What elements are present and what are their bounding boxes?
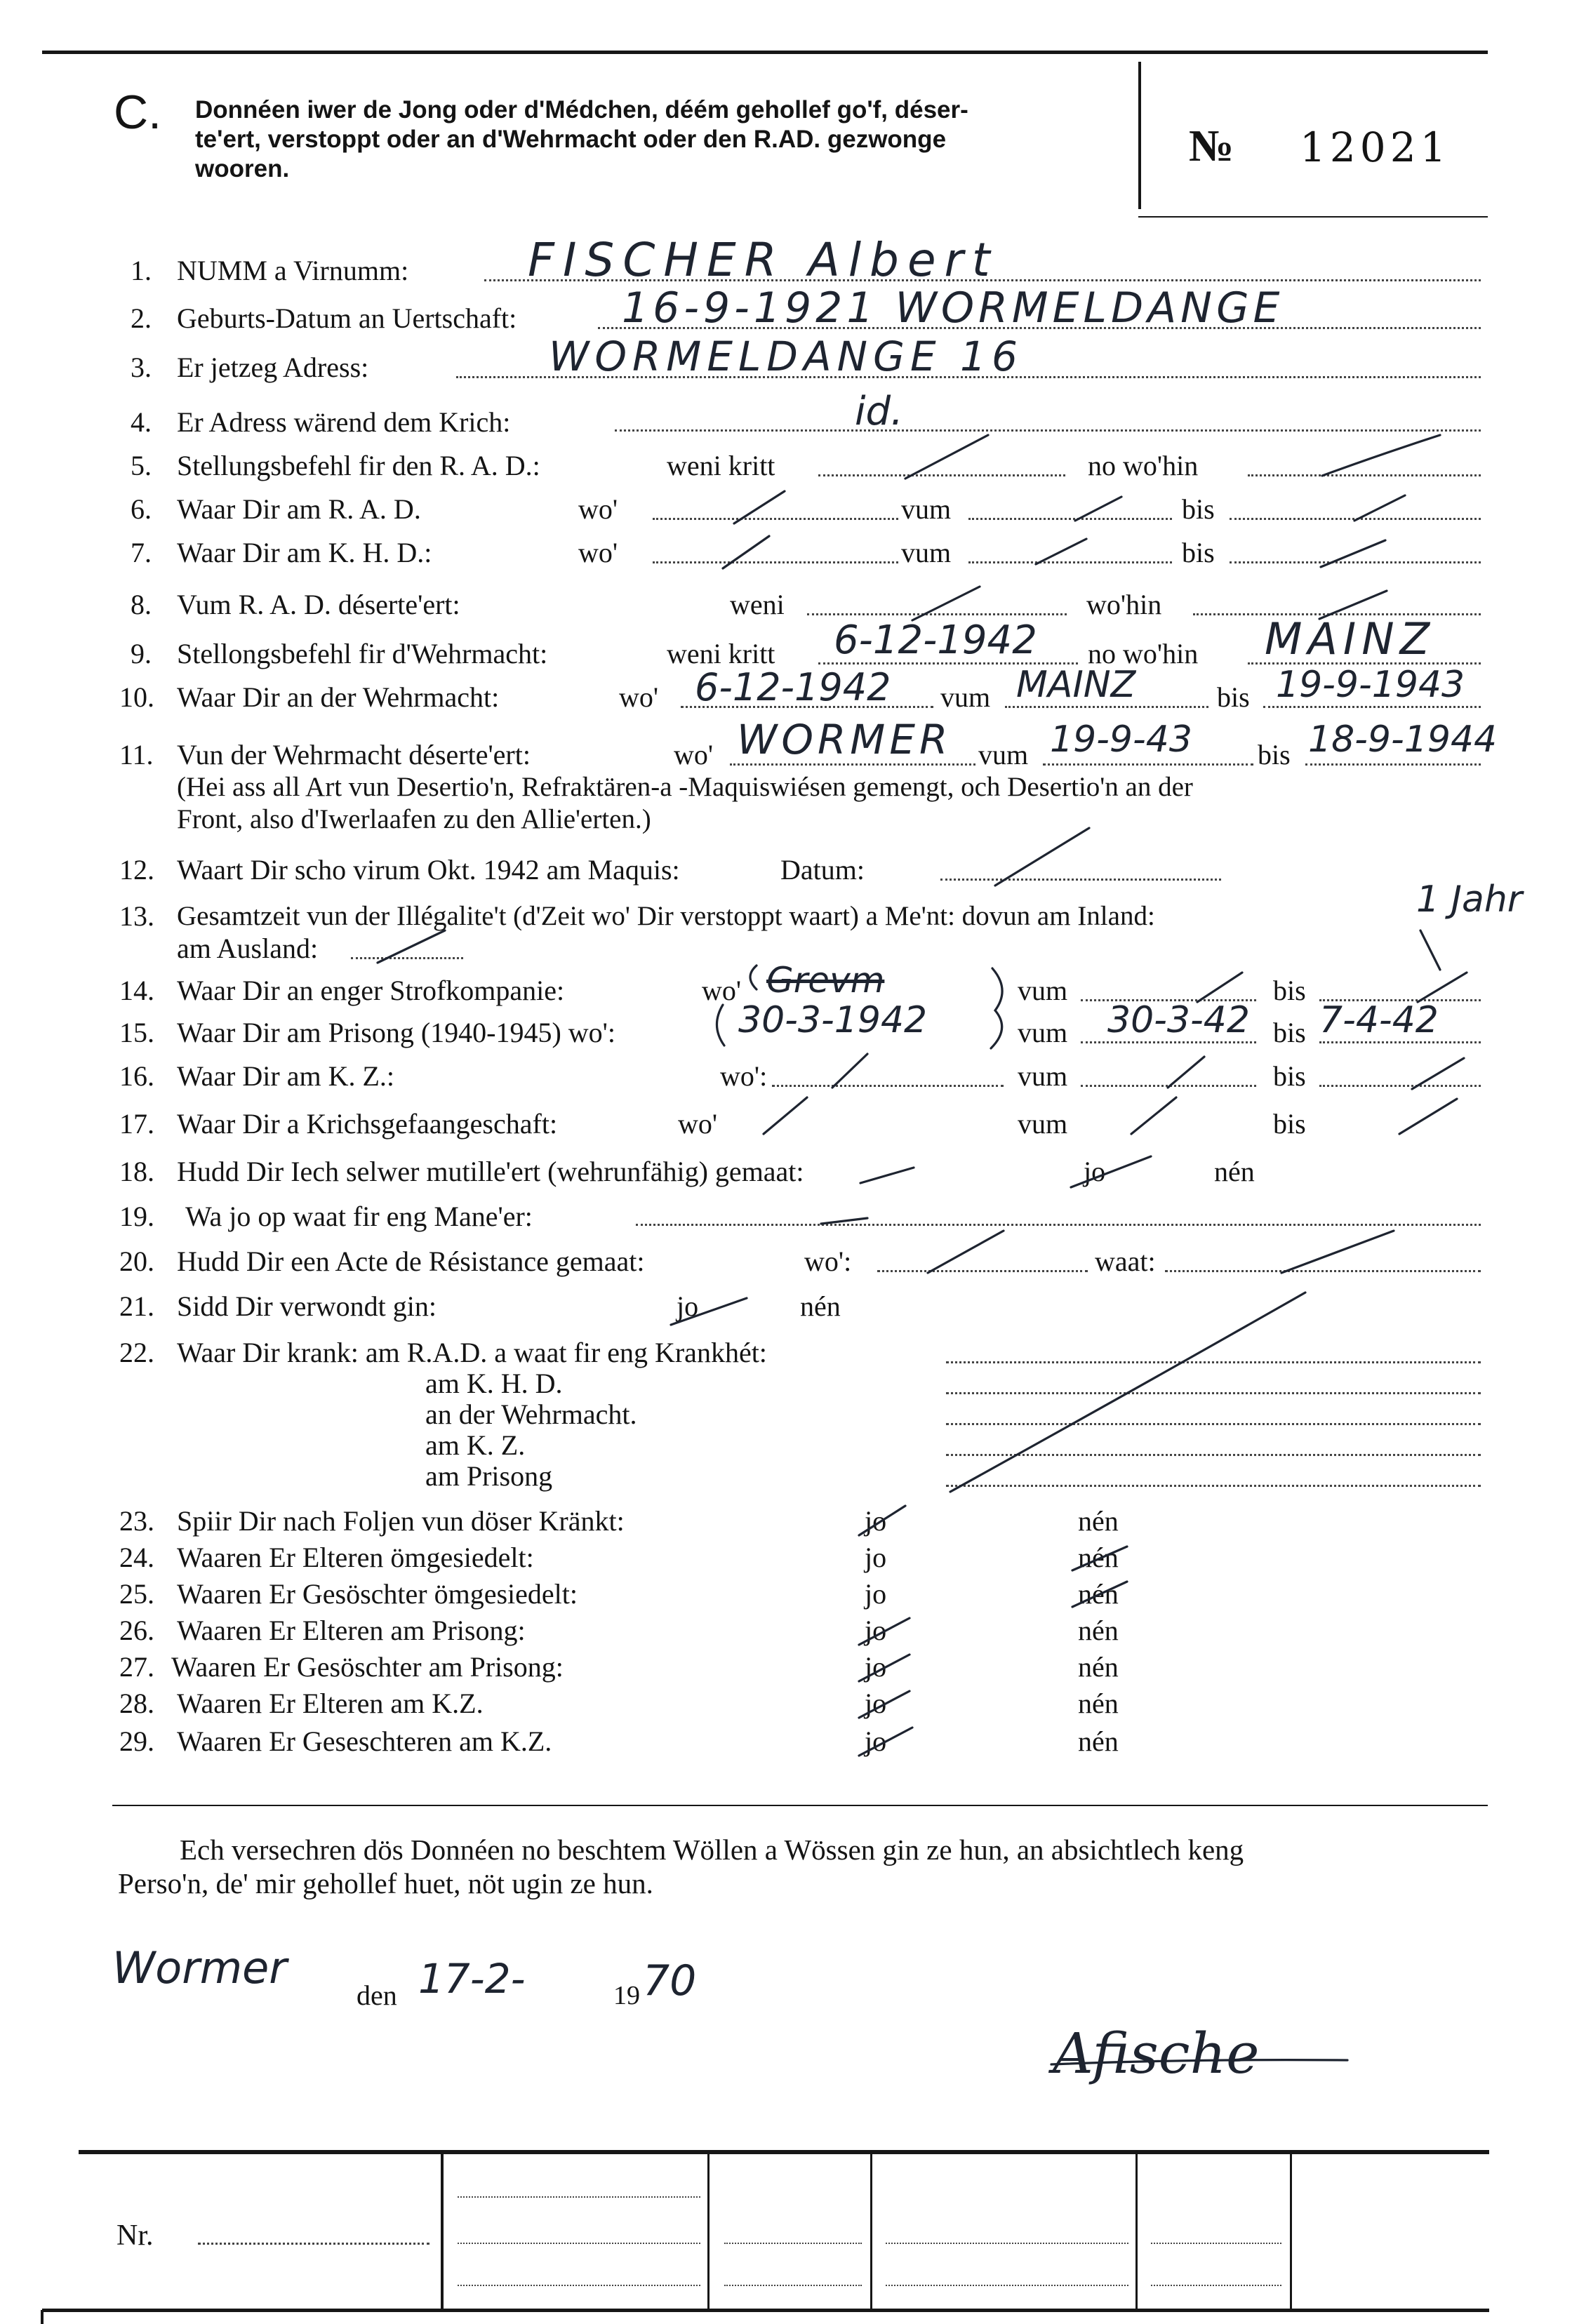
row-11-where-label: wo' xyxy=(674,739,714,770)
footer-cell-line-5 xyxy=(724,2285,862,2286)
row-22-label: Waar Dir krank: am R.A.D. a waat fir eng Krankhét: xyxy=(177,1337,767,1368)
dash-r12 xyxy=(995,828,1089,886)
row-12-date-field xyxy=(940,879,1221,881)
row-5-label: Stellungsbefehl fir den R. A. D.: xyxy=(177,450,540,481)
row-15-to-field xyxy=(1319,1041,1481,1043)
row-24-yes: jo xyxy=(865,1542,887,1573)
row-14-from-label: vum xyxy=(1018,975,1068,1006)
hw-birth: 16-9-1921 WORMELDANGE xyxy=(622,283,1284,333)
header-title-line-1: Donnéen iwer de Jong oder d'Médchen, déém gehollef go'f, déser- xyxy=(195,96,968,123)
row-13-abroad-label: am Ausland: xyxy=(177,933,319,964)
bracket-right-r14-15 xyxy=(991,968,1002,1048)
row-20-where-field xyxy=(877,1270,1088,1272)
row-16-from-field xyxy=(1081,1085,1256,1087)
top-border xyxy=(42,51,1488,54)
row-29-yes: jo xyxy=(865,1725,887,1757)
row-11-note-2: Front, also d'Iwerlaafen zu den Allie'erten.) xyxy=(177,804,651,834)
declaration-den: den xyxy=(357,1979,397,2011)
row-24-no: nén xyxy=(1078,1542,1119,1573)
row-7-label: Waar Dir am K. H. D.: xyxy=(177,537,432,568)
row-18-yes: jo xyxy=(1084,1156,1106,1187)
row-5-when-label: weni kritt xyxy=(667,450,775,481)
footer-cell-line-1 xyxy=(458,2196,700,2198)
dash-r17-where xyxy=(764,1097,807,1134)
hw-address: WORMELDANGE 16 xyxy=(549,333,1023,380)
row-5-when-field xyxy=(818,474,1065,476)
row-22-field-4 xyxy=(946,1454,1481,1456)
row-9-when-label: weni kritt xyxy=(667,638,775,669)
row-21-yes: jo xyxy=(677,1290,699,1322)
row-24-number: 24. xyxy=(119,1542,154,1573)
row-8-number: 8. xyxy=(131,589,152,620)
row-26-label: Waaren Er Elteren am Prisong: xyxy=(177,1615,526,1646)
row-11-from-field xyxy=(1043,763,1253,766)
dash-r5-when xyxy=(905,435,988,479)
row-17-number: 17. xyxy=(119,1108,154,1140)
row-7-where-label: wo' xyxy=(578,537,618,568)
row-27-number: 27. xyxy=(119,1651,154,1683)
row-12-label: Waart Dir scho virum Okt. 1942 am Maquis: xyxy=(177,854,680,886)
row-16-where-label: wo': xyxy=(720,1060,768,1092)
row-18-number: 18. xyxy=(119,1156,154,1187)
row-11-to-field xyxy=(1305,763,1481,766)
number-value: 12021 xyxy=(1300,123,1451,171)
row-15-from-field xyxy=(1081,1041,1256,1043)
row-29-no: nén xyxy=(1078,1725,1119,1757)
row-7-from-label: vum xyxy=(901,537,952,568)
row-5-number: 5. xyxy=(131,450,152,481)
row-21-number: 21. xyxy=(119,1290,154,1322)
row-14-where-label: wo' xyxy=(702,975,742,1006)
footer-nr-label: Nr. xyxy=(116,2219,154,2252)
row-22-number: 22. xyxy=(119,1337,154,1368)
hw-sign-year: 70 xyxy=(643,1956,697,2005)
dash-r7-where xyxy=(723,536,769,568)
row-22-wehrmacht: an der Wehrmacht. xyxy=(425,1398,637,1430)
strike-r18-gemaat xyxy=(860,1168,914,1183)
number-label: № xyxy=(1189,121,1234,171)
row-1-label: NUMM a Virnumm: xyxy=(177,255,409,286)
row-19-number: 19. xyxy=(119,1201,154,1232)
footer-col-4 xyxy=(1135,2153,1138,2311)
row-27-no: nén xyxy=(1078,1651,1119,1683)
footer-col-3 xyxy=(870,2153,872,2311)
row-13-number: 13. xyxy=(119,900,154,932)
row-3-label: Er jetzeg Adress: xyxy=(177,352,369,383)
row-26-yes: jo xyxy=(865,1615,887,1646)
row-27-label: Waaren Er Gesöschter am Prisong: xyxy=(171,1651,564,1683)
footer-cell-line-4 xyxy=(724,2243,862,2244)
row-26-number: 26. xyxy=(119,1615,154,1646)
footer-cell-line-3 xyxy=(458,2285,700,2286)
row-28-number: 28. xyxy=(119,1688,154,1719)
row-6-from-label: vum xyxy=(901,493,952,525)
footer-col-2 xyxy=(707,2153,710,2311)
row-20-number: 20. xyxy=(119,1246,154,1277)
row-28-no: nén xyxy=(1078,1688,1119,1719)
row-10-label: Waar Dir an der Wehrmacht: xyxy=(177,681,500,713)
dash-r5-where xyxy=(1322,435,1440,476)
row-4-number: 4. xyxy=(131,406,152,438)
row-7-where-field xyxy=(653,561,898,563)
row-22-khd: am K. H. D. xyxy=(425,1368,563,1399)
row-20-where-label: wo': xyxy=(804,1246,852,1277)
declaration-rule xyxy=(112,1805,1488,1806)
row-17-label: Waar Dir a Krichsgefaangeschaft: xyxy=(177,1108,558,1140)
row-6-number: 6. xyxy=(131,493,152,525)
row-28-label: Waaren Er Elteren am K.Z. xyxy=(177,1688,484,1719)
row-25-no: nén xyxy=(1078,1578,1119,1610)
row-28-yes: jo xyxy=(865,1688,887,1719)
row-21-no: nén xyxy=(800,1290,841,1322)
header-title-line-2: te'ert, verstoppt oder an d'Wehrmacht oder den R.AD. gezwonge xyxy=(195,126,947,153)
row-11-to-label: bis xyxy=(1258,739,1291,770)
row-26-no: nén xyxy=(1078,1615,1119,1646)
footer-cell-line-9 xyxy=(1151,2285,1281,2286)
row-9-label: Stellongsbefehl fir d'Wehrmacht: xyxy=(177,638,548,669)
row-11-where-field xyxy=(730,763,975,766)
row-18-no: nén xyxy=(1214,1156,1255,1187)
row-23-number: 23. xyxy=(119,1505,154,1537)
dash-r14-from xyxy=(1197,973,1242,1002)
row-10-to-label: bis xyxy=(1217,681,1250,713)
dash-r7-from xyxy=(1036,539,1086,564)
row-15-number: 15. xyxy=(119,1017,154,1048)
row-23-yes: jo xyxy=(865,1505,887,1537)
row-4-label: Er Adress wärend dem Krich: xyxy=(177,406,511,438)
row-16-number: 16. xyxy=(119,1060,154,1092)
row-5-where-field xyxy=(1248,474,1481,476)
row-19-label: Wa jo op waat fir eng Mane'er: xyxy=(185,1201,533,1232)
row-22-field-3 xyxy=(946,1423,1481,1425)
row-25-label: Waaren Er Gesöschter ömgesiedelt: xyxy=(177,1578,578,1610)
hw-r11-to: 18-9-1944 xyxy=(1308,719,1498,761)
hw-r9-place: MAINZ xyxy=(1265,613,1436,665)
row-7-number: 7. xyxy=(131,537,152,568)
row-14-label: Waar Dir an enger Strofkompanie: xyxy=(177,975,565,1006)
header-divider xyxy=(1138,62,1141,209)
row-17-from-label: vum xyxy=(1018,1108,1068,1140)
hw-r15-place: 30-3-1942 xyxy=(738,999,928,1041)
row-19-field xyxy=(636,1224,1481,1226)
row-20-label: Hudd Dir een Acte de Résistance gemaat: xyxy=(177,1246,645,1277)
row-22-kz: am K. Z. xyxy=(425,1429,526,1461)
section-letter: C. xyxy=(114,86,161,139)
row-6-where-label: wo' xyxy=(578,493,618,525)
row-22-prisong: am Prisong xyxy=(425,1460,553,1492)
hw-r13-inland: 1 Jahr xyxy=(1416,879,1523,921)
row-16-where-field xyxy=(772,1085,1004,1087)
dash-r17-from xyxy=(1131,1097,1176,1134)
bracket-left-r14 xyxy=(750,966,757,989)
row-2-number: 2. xyxy=(131,302,152,334)
row-14-to-label: bis xyxy=(1273,975,1306,1006)
dash-r19 xyxy=(821,1218,867,1224)
dash-r20-what xyxy=(1281,1231,1394,1273)
header-title-line-3: wooren. xyxy=(195,155,290,182)
row-7-to-field xyxy=(1230,561,1481,563)
row-5-where-label: no wo'hin xyxy=(1088,450,1199,481)
row-15-to-label: bis xyxy=(1273,1017,1306,1048)
row-10-from-field xyxy=(1005,706,1208,708)
row-29-number: 29. xyxy=(119,1725,154,1757)
row-12-date-label: Datum: xyxy=(780,854,865,886)
row-1-number: 1. xyxy=(131,255,152,286)
row-8-where-label: wo'hin xyxy=(1086,589,1162,620)
row-17-to-label: bis xyxy=(1273,1108,1306,1140)
row-11-label: Vun der Wehrmacht déserte'ert: xyxy=(177,739,531,770)
row-11-note-1: (Hei ass all Art vun Desertio'n, Refraktären-a -Maquiswiésen gemengt, och Desertio'n an der xyxy=(177,772,1193,802)
hw-r10-to: 19-9-1943 xyxy=(1276,664,1465,706)
row-6-where-field xyxy=(653,518,898,520)
row-18-label: Hudd Dir Iech selwer mutille'ert (wehrunfähig) gemaat: xyxy=(177,1156,804,1187)
row-10-from-label: vum xyxy=(940,681,991,713)
row-10-where-label: wo' xyxy=(619,681,659,713)
hw-war-address: id. xyxy=(855,389,903,434)
row-11-from-label: vum xyxy=(978,739,1029,770)
footer-col-1 xyxy=(441,2153,444,2311)
dash-r6-from xyxy=(1075,497,1121,521)
row-29-label: Waaren Er Geseschteren am K.Z. xyxy=(177,1725,552,1757)
row-22-field-1 xyxy=(946,1361,1481,1363)
declaration-line-2: Perso'n, de' mir gehollef huet, nöt ugin ze hun. xyxy=(118,1867,653,1899)
hw-sign-date: 17-2- xyxy=(418,1955,526,2003)
row-27-yes: jo xyxy=(865,1651,887,1683)
footer-cell-line-8 xyxy=(1151,2243,1281,2244)
row-16-from-label: vum xyxy=(1018,1060,1068,1092)
row-23-no: nén xyxy=(1078,1505,1119,1537)
row-7-from-field xyxy=(968,561,1172,563)
hw-r9-date: 6-12-1942 xyxy=(834,617,1037,663)
row-4-field xyxy=(615,429,1481,432)
row-20-what-field xyxy=(1165,1270,1481,1272)
hw-sign-place: Wormer xyxy=(112,1942,287,1994)
hw-r10-place: 6-12-1942 xyxy=(695,665,891,709)
dash-r16-where xyxy=(832,1054,867,1088)
row-21-label: Sidd Dir verwondt gin: xyxy=(177,1290,437,1322)
dash-r14-to xyxy=(1418,973,1467,1002)
row-22-field-5 xyxy=(946,1485,1481,1487)
row-15-from-label: vum xyxy=(1018,1017,1068,1048)
row-13-abroad-field xyxy=(351,957,463,959)
row-6-from-field xyxy=(968,518,1172,520)
row-22-field-2 xyxy=(946,1392,1481,1394)
hw-r11-place: WORMER xyxy=(737,716,952,763)
footer-cell-line-7 xyxy=(886,2285,1128,2286)
row-6-to-label: bis xyxy=(1182,493,1215,525)
slash-r13-inland xyxy=(1420,930,1440,970)
row-16-to-field xyxy=(1319,1085,1481,1087)
row-11-number: 11. xyxy=(119,739,154,770)
row-25-number: 25. xyxy=(119,1578,154,1610)
bracket-left-r15 xyxy=(717,1005,724,1046)
footer-nr-field xyxy=(198,2243,429,2245)
row-10-to-field xyxy=(1263,706,1481,708)
footer-cell-line-6 xyxy=(886,2243,1128,2244)
row-16-to-label: bis xyxy=(1273,1060,1306,1092)
row-20-what-label: waat: xyxy=(1095,1246,1156,1277)
footer-cell-line-2 xyxy=(458,2243,700,2244)
declaration-line-1: Ech versechren dös Donnéen no beschtem Wöllen a Wössen gin ze hun, an absichtlech keng xyxy=(180,1834,1244,1866)
row-25-yes: jo xyxy=(865,1578,887,1610)
row-14-number: 14. xyxy=(119,975,154,1006)
row-7-to-label: bis xyxy=(1182,537,1215,568)
dash-r6-to xyxy=(1354,495,1405,521)
row-24-label: Waaren Er Elteren ömgesiedelt: xyxy=(177,1542,534,1573)
hw-name: FISCHER Albert xyxy=(528,233,999,287)
footer-top-rule xyxy=(79,2150,1489,2154)
hw-r15-to: 7-4-42 xyxy=(1319,999,1439,1041)
dash-r17-to xyxy=(1399,1099,1457,1134)
row-10-number: 10. xyxy=(119,681,154,713)
row-13-label: Gesamtzeit vun der Illégalite't (d'Zeit wo' Dir verstoppt waart) a Me'nt: dovun am Inland: xyxy=(177,901,1155,931)
row-16-label: Waar Dir am K. Z.: xyxy=(177,1060,394,1092)
row-8-when-field xyxy=(807,613,1067,615)
hw-r15-from: 30-3-42 xyxy=(1107,999,1250,1041)
row-8-when-label: weni xyxy=(730,589,785,620)
header-bottom-rule xyxy=(1138,216,1488,218)
hw-r10-from: MAINZ xyxy=(1016,664,1136,706)
row-6-to-field xyxy=(1230,518,1481,520)
row-15-label: Waar Dir am Prisong (1940-1945) wo': xyxy=(177,1017,615,1048)
hw-r14-place: Grevm xyxy=(766,960,885,1001)
footer-col-5 xyxy=(1290,2153,1292,2311)
dash-r16-from xyxy=(1168,1057,1204,1088)
row-6-label: Waar Dir am R. A. D. xyxy=(177,493,421,525)
row-9-where-label: no wo'hin xyxy=(1088,638,1199,669)
row-3-number: 3. xyxy=(131,352,152,383)
row-8-label: Vum R. A. D. déserte'ert: xyxy=(177,589,460,620)
row-2-label: Geburts-Datum an Uertschaft: xyxy=(177,302,517,334)
row-12-number: 12. xyxy=(119,854,154,886)
row-23-label: Spiir Dir nach Foljen vun döser Kränkt: xyxy=(177,1505,625,1537)
row-9-number: 9. xyxy=(131,638,152,669)
hw-signature: Afische xyxy=(1053,2021,1260,2086)
bottom-border xyxy=(42,2309,1489,2312)
row-17-where-label: wo' xyxy=(678,1108,718,1140)
dash-r20-where xyxy=(928,1231,1004,1273)
left-border xyxy=(41,2310,44,2324)
declaration-year-prefix: 19 xyxy=(613,1981,640,2010)
hw-r11-from: 19-9-43 xyxy=(1050,719,1192,761)
